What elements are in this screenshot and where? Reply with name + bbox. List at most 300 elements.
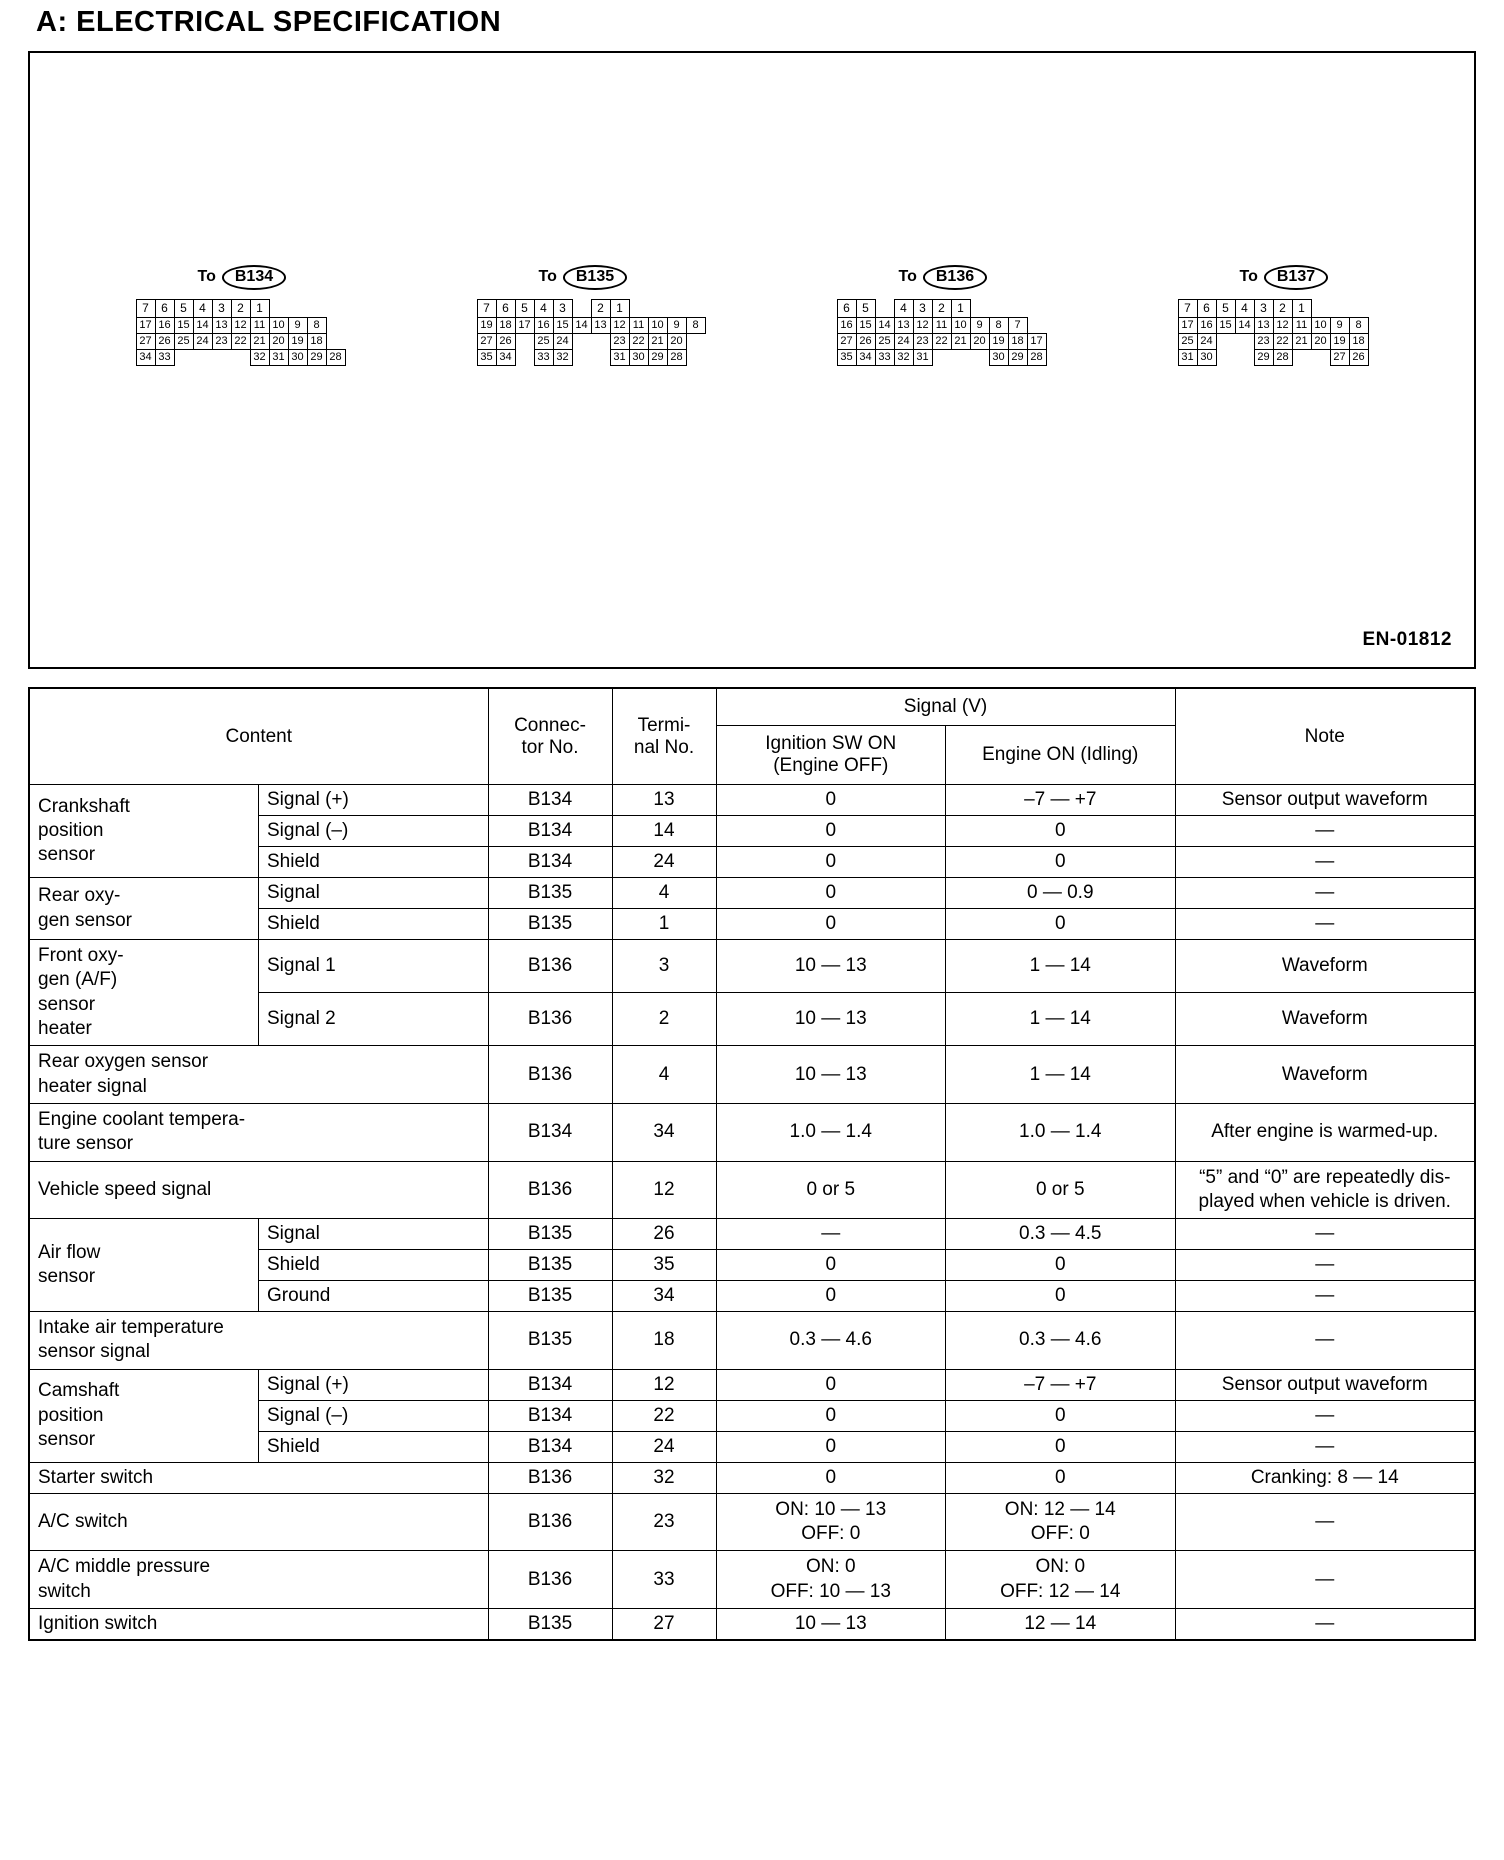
row-terminal-no-line: 22 [653,1404,675,1426]
row-engine-on-value [946,940,1176,993]
pin-cell: 28 [326,349,345,365]
pin-cell: 5 [1216,299,1235,317]
row-content-line: heater [38,1017,92,1039]
row-ignition-sw-on-value [716,1369,946,1400]
row-note-line: “5” and “0” are repeatedly dis- [1199,1166,1451,1188]
connector-list [30,265,1474,366]
row-connector-no-line: B134 [527,1373,573,1395]
row-connector-no [488,1046,612,1104]
pin-cell: 11 [932,317,951,333]
pin-spacer [1216,349,1235,365]
row-connector-no-line: B136 [527,1466,573,1488]
row-terminal-no-line: 3 [658,955,670,977]
row-engine-on-value-line: 0 [1054,1254,1066,1276]
row-content-line: sensor [38,1428,96,1450]
row-connector-no-line: B135 [527,913,573,934]
row-terminal-no [612,1493,716,1551]
pin-cell: 23 [1254,333,1273,349]
header-ignition-sw-on [716,726,946,785]
row-note-line: — [1315,1254,1335,1276]
pin-cell: 6 [1197,299,1216,317]
row-ignition-sw-on-value [716,878,946,909]
pin-cell: 12 [913,317,932,333]
pin-cell: 28 [667,349,686,365]
pin-row [837,317,1046,333]
pin-row [477,317,705,333]
pin-cell: 25 [174,333,193,349]
connector-pin-grid [136,299,346,366]
pin-cell: 30 [989,349,1008,365]
pin-cell: 15 [174,317,193,333]
table-row [29,1609,1475,1641]
row-note [1175,878,1475,909]
row-subcontent-line: Signal [267,882,320,903]
row-note [1175,909,1475,940]
row-terminal-no-line: 23 [653,1511,675,1533]
row-ignition-sw-on-value [716,1609,946,1641]
row-engine-on-value-line: 0 [1054,1285,1066,1307]
pin-cell: 14 [875,317,894,333]
row-note [1175,1551,1475,1609]
row-connector-no-line: B135 [527,882,573,903]
pin-cell: 17 [136,317,155,333]
row-terminal-no-line: 12 [653,1373,675,1395]
row-engine-on-value-line: 12 — 14 [1024,1613,1097,1634]
row-content-line: sensor signal [38,1341,150,1363]
pin-cell: 8 [1349,317,1368,333]
row-subcontent [259,1369,489,1400]
row-content-line: Intake air temperature [38,1317,224,1339]
row-ignition-sw-on-value-line: 1.0 — 1.4 [789,1121,872,1143]
header-terminal [612,688,716,785]
row-connector-no [488,1609,612,1641]
row-subcontent [259,1219,489,1250]
row-subcontent-line: Shield [267,1435,320,1457]
row-terminal-no-line: 14 [653,820,675,841]
pin-cell: 7 [477,299,496,317]
pin-cell: 16 [155,317,174,333]
pin-row [837,349,1046,365]
row-note-line: — [1315,882,1335,903]
pin-row [1178,349,1368,365]
table-row [29,1046,1475,1104]
row-subcontent [259,816,489,847]
row-connector-no [488,816,612,847]
pin-cell: 5 [856,299,875,317]
row-terminal-no [612,1161,716,1219]
pin-cell: 26 [496,333,515,349]
row-ignition-sw-on-value-line: OFF: 0 [801,1523,861,1545]
row-terminal-no [612,1046,716,1104]
pin-spacer [591,333,610,349]
connector-B134 [136,265,346,366]
electrical-specification-table [28,687,1476,1641]
pin-cell: 6 [496,299,515,317]
row-ignition-sw-on-value-line: 0 [825,882,837,903]
row-content [29,1046,488,1104]
table-header-row [29,688,1475,726]
row-ignition-sw-on-value-line: 0 [825,1373,837,1395]
row-ignition-sw-on-value-line: 0 [825,1435,837,1457]
row-subcontent [259,1250,489,1281]
pin-cell: 26 [856,333,875,349]
row-note-line: — [1315,1285,1335,1307]
pin-cell: 28 [1027,349,1046,365]
pin-cell: 19 [989,333,1008,349]
pin-row [837,333,1046,349]
row-connector-no [488,1551,612,1609]
pin-cell: 31 [1178,349,1197,365]
pin-row [837,299,1046,317]
pin-cell: 17 [1027,333,1046,349]
pin-cell: 1 [1292,299,1311,317]
pin-cell: 13 [894,317,913,333]
row-terminal-no [612,940,716,993]
row-connector-no-line: B135 [527,1613,573,1634]
row-content-line: ture sensor [38,1133,134,1155]
pin-spacer [572,349,591,365]
row-engine-on-value-line: 0 or 5 [1035,1178,1085,1200]
row-subcontent-line: Shield [267,913,320,934]
pin-cell: 25 [534,333,553,349]
row-terminal-no [612,878,716,909]
pin-cell: 13 [1254,317,1273,333]
row-engine-on-value-line: ON: 12 — 14 [1004,1498,1116,1520]
connector-label-B136 [837,265,1047,290]
pin-cell: 1 [610,299,629,317]
row-connector-no [488,1369,612,1400]
connector-label-B137 [1178,265,1369,290]
row-terminal-no-line: 34 [653,1121,675,1143]
row-ignition-sw-on-value-line: ON: 10 — 13 [775,1498,887,1520]
row-content [29,940,259,1046]
pin-cell: 24 [553,333,572,349]
row-subcontent-line: Signal 2 [267,1008,336,1030]
pin-cell: 2 [231,299,250,317]
pin-cell: 29 [1254,349,1273,365]
row-content-line: Vehicle speed signal [38,1178,212,1200]
pin-cell: 8 [307,317,326,333]
row-connector-no [488,878,612,909]
pin-row [477,299,705,317]
row-terminal-no-line: 33 [653,1568,675,1590]
row-note [1175,847,1475,878]
row-connector-no-line: B134 [527,820,573,841]
header-note: Note [1175,688,1475,785]
row-note-line: After engine is warmed-up. [1211,1121,1439,1143]
row-subcontent [259,1431,489,1462]
pin-cell: 18 [1349,333,1368,349]
pin-cell: 12 [1273,317,1292,333]
connector-B136 [837,265,1047,366]
row-engine-on-value [946,1219,1176,1250]
pin-row [136,333,345,349]
pin-spacer [1292,349,1311,365]
row-terminal-no [612,993,716,1046]
row-content-line: gen sensor [38,909,133,931]
row-ignition-sw-on-value [716,940,946,993]
pin-cell: 22 [629,333,648,349]
row-ignition-sw-on-value-line: 0 [825,820,837,841]
header-signal-group: Signal (V) [716,688,1175,726]
row-content-line: heater signal [38,1075,147,1097]
row-connector-no-line: B136 [527,1178,573,1200]
row-subcontent [259,878,489,909]
row-note [1175,1103,1475,1161]
pin-cell: 11 [1292,317,1311,333]
pin-cell: 9 [1330,317,1349,333]
row-content-line: switch [38,1580,91,1602]
row-note-line: — [1315,1329,1335,1351]
pin-cell: 27 [837,333,856,349]
pin-cell: 1 [951,299,970,317]
row-connector-no-line: B134 [527,1404,573,1426]
connector-pin-grid [837,299,1047,366]
connector-B135 [477,265,706,366]
connector-B137 [1178,265,1369,366]
row-ignition-sw-on-value-line: 0.3 — 4.6 [789,1329,872,1351]
row-note [1175,1462,1475,1493]
row-terminal-no [612,1462,716,1493]
row-note [1175,1312,1475,1370]
pin-cell: 21 [648,333,667,349]
pin-cell: 34 [856,349,875,365]
row-ignition-sw-on-value [716,816,946,847]
pin-cell: 18 [1008,333,1027,349]
pin-cell: 8 [989,317,1008,333]
row-connector-no [488,1219,612,1250]
row-content-line: sensor [38,993,96,1015]
row-subcontent [259,940,489,993]
row-ignition-sw-on-value [716,1103,946,1161]
row-ignition-sw-on-value-line: 10 — 13 [794,955,867,977]
table-row [29,1161,1475,1219]
row-terminal-no-line: 32 [653,1466,675,1488]
pin-spacer [1216,333,1235,349]
row-note [1175,1400,1475,1431]
row-content [29,1551,488,1609]
pin-cell: 33 [534,349,553,365]
pin-cell: 15 [1216,317,1235,333]
row-note [1175,1161,1475,1219]
pin-cell: 2 [932,299,951,317]
pin-cell: 20 [970,333,989,349]
row-note [1175,993,1475,1046]
row-connector-no [488,1312,612,1370]
pin-cell: 18 [307,333,326,349]
row-content-line: A/C middle pressure [38,1556,211,1578]
header-engine-on: Engine ON (Idling) [946,726,1176,785]
pin-row [1178,333,1368,349]
row-connector-no-line: B136 [527,1063,573,1085]
row-engine-on-value [946,847,1176,878]
row-ignition-sw-on-value [716,909,946,940]
connector-id-badge: B137 [1264,265,1328,290]
table-row [29,785,1475,816]
table-row [29,1103,1475,1161]
row-subcontent [259,993,489,1046]
row-terminal-no-line: 13 [653,789,675,810]
row-note [1175,1046,1475,1104]
row-note-line: — [1315,820,1335,841]
header-connector-line2: tor No. [521,736,579,758]
pin-cell: 19 [288,333,307,349]
row-engine-on-value-line: 1 — 14 [1029,1008,1091,1030]
row-connector-no [488,993,612,1046]
pin-spacer [572,333,591,349]
pin-cell: 5 [174,299,193,317]
figure-code: EN-01812 [1362,629,1452,650]
row-note-line: — [1315,1511,1335,1533]
header-terminal-line1: Termi- [637,714,691,736]
row-engine-on-value [946,1551,1176,1609]
header-connector [488,688,612,785]
row-terminal-no [612,1219,716,1250]
row-terminal-no [612,1103,716,1161]
table-body [29,785,1475,1641]
header-terminal-line2: nal No. [633,736,695,758]
row-engine-on-value-line: 0 [1054,820,1066,841]
row-terminal-no [612,847,716,878]
row-terminal-no [612,1431,716,1462]
pin-cell: 12 [231,317,250,333]
row-connector-no [488,909,612,940]
pin-cell: 17 [515,317,534,333]
row-engine-on-value [946,1281,1176,1312]
pin-cell: 26 [1349,349,1368,365]
row-connector-no [488,785,612,816]
pin-cell: 4 [534,299,553,317]
row-engine-on-value-line: 0.3 — 4.6 [1019,1329,1102,1351]
row-connector-no [488,1431,612,1462]
pin-spacer [515,333,534,349]
pin-cell: 18 [496,317,515,333]
connector-figure [28,51,1476,669]
row-connector-no [488,1250,612,1281]
row-note-line: — [1315,1568,1335,1590]
pin-cell: 13 [591,317,610,333]
row-content [29,878,259,940]
pin-cell: 15 [553,317,572,333]
row-engine-on-value-line: 1.0 — 1.4 [1019,1121,1102,1143]
pin-cell: 10 [1311,317,1330,333]
pin-cell: 9 [970,317,989,333]
row-ignition-sw-on-value-line: 10 — 13 [794,1063,867,1085]
pin-cell: 9 [667,317,686,333]
row-ignition-sw-on-value-line: 0 [825,1254,837,1276]
row-ignition-sw-on-value-line: 0 [825,1285,837,1307]
pin-cell: 34 [496,349,515,365]
row-engine-on-value [946,1493,1176,1551]
pin-cell: 12 [610,317,629,333]
pin-spacer [932,349,951,365]
pin-cell: 16 [837,317,856,333]
pin-cell: 20 [269,333,288,349]
row-ignition-sw-on-value [716,785,946,816]
row-terminal-no-line: 24 [653,851,675,872]
row-content-line: position [38,819,104,841]
row-ignition-sw-on-value-line: 0 [825,913,837,934]
row-terminal-no-line: 24 [653,1435,675,1457]
pin-cell: 16 [534,317,553,333]
connector-id-badge: B136 [923,265,987,290]
row-terminal-no [612,1250,716,1281]
pin-cell: 31 [913,349,932,365]
row-engine-on-value [946,1046,1176,1104]
row-note-line: played when vehicle is driven. [1198,1190,1451,1212]
row-terminal-no-line: 18 [653,1329,675,1351]
pin-cell: 20 [667,333,686,349]
row-engine-on-value [946,909,1176,940]
pin-cell: 19 [477,317,496,333]
row-ignition-sw-on-value-line: ON: 0 [805,1556,856,1578]
row-content [29,1103,488,1161]
row-ignition-sw-on-value-line: — [821,1223,841,1245]
pin-cell: 32 [553,349,572,365]
row-ignition-sw-on-value-line: 0 [825,851,837,872]
row-terminal-no [612,909,716,940]
row-note-line: — [1315,1404,1335,1426]
row-subcontent [259,785,489,816]
page-title: A: ELECTRICAL SPECIFICATION [36,6,502,38]
row-note [1175,1369,1475,1400]
row-connector-no-line: B136 [527,1511,573,1533]
pin-cell: 31 [610,349,629,365]
row-content-line: sensor [38,1266,96,1288]
row-content-line: sensor [38,844,96,866]
row-terminal-no [612,1551,716,1609]
row-engine-on-value [946,1250,1176,1281]
row-engine-on-value [946,993,1176,1046]
row-ignition-sw-on-value [716,1431,946,1462]
pin-spacer [970,349,989,365]
table-row [29,1312,1475,1370]
pin-cell: 2 [1273,299,1292,317]
pin-spacer [231,349,250,365]
pin-cell: 19 [1330,333,1349,349]
row-note [1175,940,1475,993]
row-subcontent-line: Shield [267,1254,320,1276]
pin-cell: 25 [875,333,894,349]
row-engine-on-value-line: 0 — 0.9 [1026,882,1094,903]
row-engine-on-value-line: 0 [1054,1404,1066,1426]
table-row [29,1551,1475,1609]
row-subcontent-line: Signal [267,1223,320,1245]
row-engine-on-value [946,878,1176,909]
row-connector-no-line: B134 [527,851,573,872]
pin-cell: 14 [1235,317,1254,333]
row-connector-no [488,940,612,993]
row-note [1175,1219,1475,1250]
pin-spacer [572,299,591,317]
row-engine-on-value-line: 0 [1054,913,1066,934]
row-note [1175,1431,1475,1462]
pin-cell: 3 [553,299,572,317]
pin-spacer [1311,349,1330,365]
row-engine-on-value [946,785,1176,816]
header-ignition-line2: (Engine OFF) [773,755,889,776]
row-terminal-no [612,816,716,847]
table-row [29,1369,1475,1400]
row-subcontent-line: Signal (+) [267,789,349,810]
pin-cell: 22 [932,333,951,349]
pin-cell: 6 [837,299,856,317]
row-engine-on-value [946,1609,1176,1641]
row-connector-no-line: B134 [527,789,573,810]
pin-cell: 10 [269,317,288,333]
connector-id-badge: B134 [222,265,286,290]
pin-spacer [875,299,894,317]
